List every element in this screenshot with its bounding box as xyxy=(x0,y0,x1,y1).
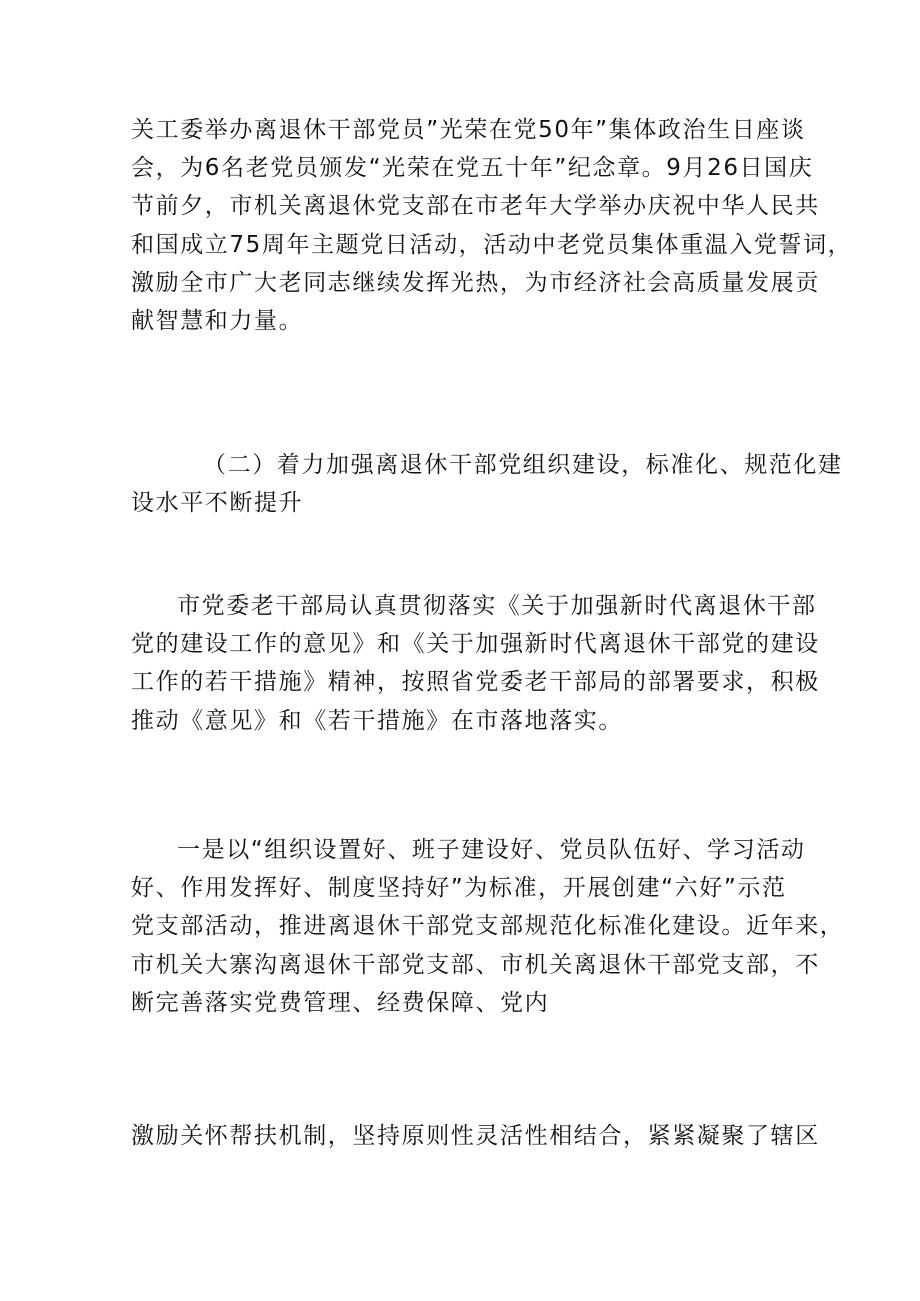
paragraph-continuation xyxy=(131,1117,820,1155)
text-line: 激励关怀帮扶机制，坚持原则性灵活性相结合，紧紧凝聚了辖区 xyxy=(131,1123,820,1149)
text-line: 关工委举办离退休干部党员”光荣在党50年”集体政治生日座谈 xyxy=(131,117,806,143)
text-line: 断完善落实党费管理、经费保障、党内 xyxy=(131,989,550,1016)
text-line: 一是以“组织设置好、班子建设好、党员队伍好、学习活动 xyxy=(177,837,806,863)
heading-line: 设水平不断提升 xyxy=(131,490,304,517)
text-line: 工作的若干措施》精神，按照省党委老干部局的部署要求，积极 xyxy=(131,669,820,696)
text-line: 会，为6名老党员颁发“光荣在党五十年”纪念章。9月26日国庆 xyxy=(131,155,814,182)
text-line: 献智慧和力量。 xyxy=(131,308,304,335)
text-line: 节前夕，市机关离退休党支部在市老年大学举办庆祝中华人民共 xyxy=(131,193,820,220)
text-line: 推动《意见》和《若干措施》在市落地落实。 xyxy=(131,707,623,734)
text-line: 党支部活动，推进离退休干部党支部规范化标准化建设。近年来， xyxy=(131,913,845,940)
paragraph-implementation xyxy=(131,587,820,740)
text-line: 和国成立75周年主题党日活动，活动中老党员集体重温入党誓词， xyxy=(131,231,853,258)
text-line: 激励全市广大老同志继续发挥光热，为市经济社会高质量发展贡 xyxy=(131,269,820,296)
section-heading-2 xyxy=(131,446,843,522)
text-line: 好、作用发挥好、制度坚持好”为标准，开展创建“六好”示范 xyxy=(131,875,787,902)
text-line: 市机关大寨沟离退休干部党支部、市机关离退休干部党支部，不 xyxy=(131,951,820,978)
text-line: 市党委老干部局认真贯彻落实《关于加强新时代离退休干部 xyxy=(177,593,817,619)
text-line: 党的建设工作的意见》和《关于加强新时代离退休干部党的建设 xyxy=(131,631,820,658)
heading-line: （二）着力加强离退休干部党组织建设，标准化、规范化建 xyxy=(203,452,843,478)
paragraph-anniversary-activities xyxy=(131,111,853,340)
paragraph-six-good-branches xyxy=(131,831,845,1022)
